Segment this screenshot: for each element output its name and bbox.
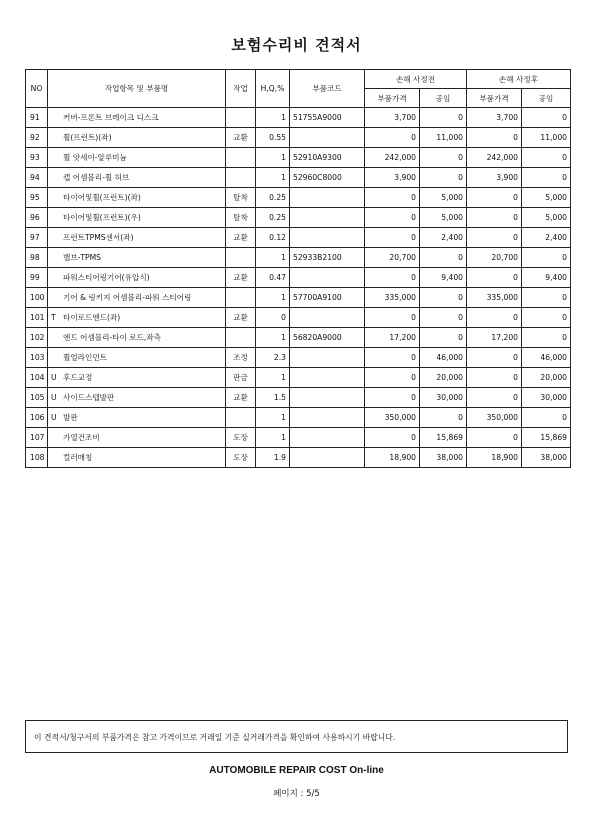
row-before-labor: 0 — [420, 108, 467, 128]
row-hq: 1 — [256, 168, 290, 188]
row-before-part-price: 3,900 — [365, 168, 420, 188]
row-after-part-price: 18,900 — [467, 448, 522, 468]
page-number: 페이지 : 5/5 — [273, 789, 320, 799]
row-hq: 1.5 — [256, 388, 290, 408]
row-item — [48, 208, 226, 228]
row-part-code — [290, 428, 365, 448]
row-after-part-price: 0 — [467, 388, 522, 408]
row-no: 101 — [26, 308, 48, 328]
header-no: NO — [26, 70, 48, 108]
row-after-labor: 11,000 — [522, 128, 571, 148]
header-work: 작업 — [226, 70, 256, 108]
row-hq: 0.12 — [256, 228, 290, 248]
row-after-part-price: 20,700 — [467, 248, 522, 268]
row-no: 106 — [26, 408, 48, 428]
row-before-labor: 5,000 — [420, 208, 467, 228]
table-body — [26, 108, 571, 468]
table-row — [26, 368, 571, 388]
row-flag: U — [51, 413, 57, 422]
row-before-part-price: 335,000 — [365, 288, 420, 308]
row-before-part-price: 0 — [365, 188, 420, 208]
table-row — [26, 148, 571, 168]
row-part-code: 51755A9000 — [290, 108, 365, 128]
row-after-part-price: 0 — [467, 228, 522, 248]
row-after-part-price: 0 — [467, 348, 522, 368]
row-work: 교환 — [226, 308, 256, 328]
row-no: 100 — [26, 288, 48, 308]
row-part-code — [290, 408, 365, 428]
row-after-part-price: 0 — [467, 268, 522, 288]
header-before-adjustment: 손해 사정전 — [365, 70, 467, 89]
row-hq: 0.25 — [256, 208, 290, 228]
row-part-code — [290, 188, 365, 208]
row-before-labor: 0 — [420, 168, 467, 188]
row-after-labor: 0 — [522, 308, 571, 328]
row-item-label: 사이드스텝발판 — [63, 393, 115, 402]
row-item — [48, 348, 226, 368]
row-item — [48, 288, 226, 308]
row-before-part-price: 0 — [365, 268, 420, 288]
row-item — [48, 388, 226, 408]
row-hq: 1 — [256, 148, 290, 168]
row-work: 판금 — [226, 368, 256, 388]
row-after-part-price: 0 — [467, 208, 522, 228]
row-no: 95 — [26, 188, 48, 208]
row-item-label: 휠(프런트)(좌) — [63, 133, 112, 142]
row-no: 102 — [26, 328, 48, 348]
table-row — [26, 268, 571, 288]
row-no: 92 — [26, 128, 48, 148]
row-work — [226, 148, 256, 168]
row-hq: 1 — [256, 288, 290, 308]
row-work: 탈착 — [226, 188, 256, 208]
row-after-labor: 38,000 — [522, 448, 571, 468]
row-no: 93 — [26, 148, 48, 168]
row-after-labor: 0 — [522, 328, 571, 348]
row-no: 103 — [26, 348, 48, 368]
row-flag: U — [51, 373, 57, 382]
row-after-part-price: 335,000 — [467, 288, 522, 308]
row-after-labor: 20,000 — [522, 368, 571, 388]
table-row — [26, 288, 571, 308]
row-work — [226, 168, 256, 188]
row-item-label: 발판 — [63, 413, 78, 422]
row-after-labor: 15,869 — [522, 428, 571, 448]
row-part-code — [290, 348, 365, 368]
table-row — [26, 248, 571, 268]
row-after-labor: 0 — [522, 108, 571, 128]
row-part-code — [290, 208, 365, 228]
row-work — [226, 328, 256, 348]
row-before-part-price: 17,200 — [365, 328, 420, 348]
row-part-code: 52960C8000 — [290, 168, 365, 188]
header-item: 작업항목 및 부품명 — [48, 70, 226, 108]
row-work — [226, 288, 256, 308]
row-no: 107 — [26, 428, 48, 448]
row-before-part-price: 3,700 — [365, 108, 420, 128]
row-hq: 0.47 — [256, 268, 290, 288]
row-item-label: 타이어및휠(프런트)(우) — [63, 213, 141, 222]
row-part-code: 57700A9100 — [290, 288, 365, 308]
row-item-label: 프런트TPMS센서(좌) — [63, 233, 134, 242]
row-item-label: 후드교정 — [63, 373, 93, 382]
row-item — [48, 188, 226, 208]
row-work: 교환 — [226, 128, 256, 148]
row-before-labor: 11,000 — [420, 128, 467, 148]
row-work — [226, 248, 256, 268]
row-before-labor: 15,869 — [420, 428, 467, 448]
row-no: 94 — [26, 168, 48, 188]
table-row — [26, 328, 571, 348]
row-after-part-price: 350,000 — [467, 408, 522, 428]
row-after-labor: 9,400 — [522, 268, 571, 288]
header-before-part-price: 부품가격 — [365, 89, 420, 108]
document-title: 보험수리비 견적서 — [231, 36, 362, 54]
row-after-labor: 0 — [522, 248, 571, 268]
row-item — [48, 268, 226, 288]
footer-brand: AUTOMOBILE REPAIR COST On-line — [209, 765, 384, 776]
row-work: 교환 — [226, 228, 256, 248]
row-work: 교환 — [226, 268, 256, 288]
row-before-part-price: 20,700 — [365, 248, 420, 268]
header-after-part-price: 부품가격 — [467, 89, 522, 108]
row-part-code: 52933B2100 — [290, 248, 365, 268]
header-before-labor: 공임 — [420, 89, 467, 108]
row-no: 91 — [26, 108, 48, 128]
table-row — [26, 168, 571, 188]
row-item-label: 파워스티어링기어(유압식) — [63, 273, 150, 282]
row-before-labor: 0 — [420, 308, 467, 328]
row-item-label: 컬러매칭 — [63, 453, 93, 462]
row-work: 조정 — [226, 348, 256, 368]
row-after-part-price: 0 — [467, 428, 522, 448]
table-row — [26, 408, 571, 428]
table-row — [26, 188, 571, 208]
row-hq: 1 — [256, 408, 290, 428]
row-no: 96 — [26, 208, 48, 228]
row-after-part-price: 242,000 — [467, 148, 522, 168]
row-before-labor: 20,000 — [420, 368, 467, 388]
row-after-labor: 0 — [522, 148, 571, 168]
row-before-part-price: 0 — [365, 128, 420, 148]
row-before-part-price: 0 — [365, 388, 420, 408]
row-part-code — [290, 128, 365, 148]
row-item-label: 휠 앗세이-알루미늄 — [63, 153, 127, 162]
header-part-code: 부품코드 — [290, 70, 365, 108]
row-before-part-price: 18,900 — [365, 448, 420, 468]
row-hq: 1 — [256, 248, 290, 268]
row-hq: 1 — [256, 368, 290, 388]
row-work: 도장 — [226, 448, 256, 468]
row-part-code — [290, 388, 365, 408]
disclaimer-note: 이 견적서/청구서의 부품가격은 참고 가격이므로 거래일 기준 실거래가격을 확인하여 사용하시기 바랍니다. — [25, 720, 568, 753]
row-item-label: 캡 어셈블리-휠 허브 — [63, 173, 130, 182]
row-before-labor: 0 — [420, 408, 467, 428]
row-before-labor: 2,400 — [420, 228, 467, 248]
row-before-part-price: 0 — [365, 228, 420, 248]
row-item — [48, 408, 226, 428]
row-before-part-price: 350,000 — [365, 408, 420, 428]
row-after-labor: 0 — [522, 288, 571, 308]
row-after-part-price: 0 — [467, 368, 522, 388]
row-after-labor: 30,000 — [522, 388, 571, 408]
row-part-code — [290, 268, 365, 288]
row-flag: T — [51, 313, 56, 322]
row-after-part-price: 0 — [467, 308, 522, 328]
table-row — [26, 228, 571, 248]
row-part-code — [290, 368, 365, 388]
row-before-labor: 0 — [420, 148, 467, 168]
row-no: 99 — [26, 268, 48, 288]
row-before-labor: 0 — [420, 328, 467, 348]
row-after-labor: 2,400 — [522, 228, 571, 248]
row-hq: 1.9 — [256, 448, 290, 468]
row-hq: 0.55 — [256, 128, 290, 148]
header-hq: H,Q,% — [256, 70, 290, 108]
row-before-labor: 30,000 — [420, 388, 467, 408]
row-item-label: 밸브-TPMS — [63, 253, 102, 262]
row-after-labor: 5,000 — [522, 188, 571, 208]
row-before-labor: 5,000 — [420, 188, 467, 208]
table-row — [26, 108, 571, 128]
row-no: 105 — [26, 388, 48, 408]
row-item — [48, 168, 226, 188]
row-item — [48, 368, 226, 388]
row-work — [226, 108, 256, 128]
row-item-label: 커버-프론트 브레이크 디스크 — [63, 113, 159, 122]
row-item — [48, 428, 226, 448]
row-work: 탈착 — [226, 208, 256, 228]
row-after-part-price: 3,900 — [467, 168, 522, 188]
row-after-labor: 0 — [522, 168, 571, 188]
row-item — [48, 308, 226, 328]
row-part-code — [290, 448, 365, 468]
row-part-code — [290, 228, 365, 248]
table-row — [26, 308, 571, 328]
table-row — [26, 128, 571, 148]
row-work: 교환 — [226, 388, 256, 408]
table-row — [26, 428, 571, 448]
row-part-code: 52910A9300 — [290, 148, 365, 168]
row-no: 98 — [26, 248, 48, 268]
row-hq: 2.3 — [256, 348, 290, 368]
row-part-code: 56820A9000 — [290, 328, 365, 348]
row-after-labor: 46,000 — [522, 348, 571, 368]
row-hq: 1 — [256, 108, 290, 128]
row-after-part-price: 17,200 — [467, 328, 522, 348]
row-after-labor: 0 — [522, 408, 571, 428]
row-item — [48, 228, 226, 248]
row-item-label: 기어 & 링키지 어셈블리-파워 스티어링 — [63, 293, 192, 302]
row-work — [226, 408, 256, 428]
row-item — [48, 448, 226, 468]
row-before-labor: 46,000 — [420, 348, 467, 368]
row-no: 108 — [26, 448, 48, 468]
row-before-labor: 9,400 — [420, 268, 467, 288]
row-no: 104 — [26, 368, 48, 388]
row-before-part-price: 0 — [365, 208, 420, 228]
row-before-part-price: 0 — [365, 428, 420, 448]
table-header — [26, 70, 571, 108]
row-no: 97 — [26, 228, 48, 248]
estimate-table — [25, 69, 571, 468]
row-part-code — [290, 308, 365, 328]
row-item — [48, 148, 226, 168]
row-hq: 0 — [256, 308, 290, 328]
row-after-part-price: 0 — [467, 128, 522, 148]
row-work: 도장 — [226, 428, 256, 448]
row-before-part-price: 0 — [365, 368, 420, 388]
table-row — [26, 208, 571, 228]
row-after-part-price: 0 — [467, 188, 522, 208]
row-before-labor: 0 — [420, 288, 467, 308]
row-hq: 1 — [256, 328, 290, 348]
row-item — [48, 248, 226, 268]
row-before-part-price: 0 — [365, 348, 420, 368]
table-row — [26, 448, 571, 468]
row-item-label: 휠얼라인먼트 — [63, 353, 108, 362]
header-after-labor: 공임 — [522, 89, 571, 108]
table-row — [26, 348, 571, 368]
row-before-labor: 0 — [420, 248, 467, 268]
row-item-label: 타이어및휠(프런트)(좌) — [63, 193, 141, 202]
row-item — [48, 128, 226, 148]
row-hq: 1 — [256, 428, 290, 448]
row-hq: 0.25 — [256, 188, 290, 208]
row-item — [48, 108, 226, 128]
row-after-labor: 5,000 — [522, 208, 571, 228]
row-flag: U — [51, 393, 57, 402]
row-item-label: 가열건조비 — [63, 433, 100, 442]
table-row — [26, 388, 571, 408]
header-after-adjustment: 손해 사정후 — [467, 70, 571, 89]
row-before-part-price: 0 — [365, 308, 420, 328]
row-after-part-price: 3,700 — [467, 108, 522, 128]
row-before-labor: 38,000 — [420, 448, 467, 468]
row-item — [48, 328, 226, 348]
row-item-label: 타이로드엔드(좌) — [63, 313, 121, 322]
row-before-part-price: 242,000 — [365, 148, 420, 168]
row-item-label: 엔드 어셈블리-타이 로드,좌측 — [63, 333, 162, 342]
